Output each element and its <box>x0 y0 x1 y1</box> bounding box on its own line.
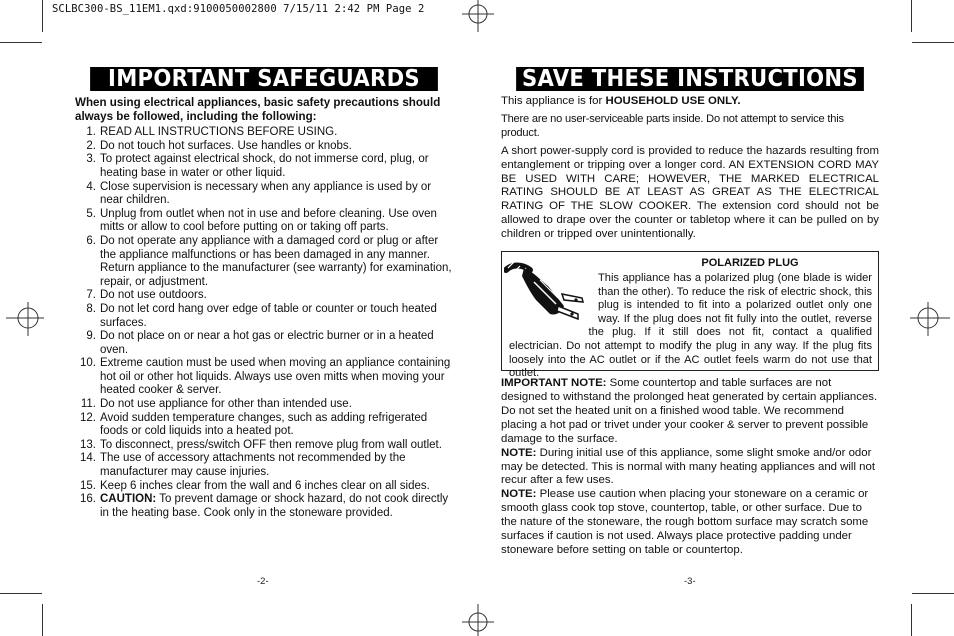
safeguard-text <box>100 493 453 520</box>
safeguard-text: Close supervision is necessary when any appliance is used by or near children. <box>100 180 432 207</box>
safeguard-item <box>75 303 453 330</box>
stoneware-note: NOTE: Please use caution when placing your stoneware on a ceramic or smooth glass cook top stove, countertop, table, or other surface. Due to the nature of the stoneware, the rough bottom surface may scratch some surfaces if caution is not used. Always place protective padding under stoneware before setting on table or countertop. <box>501 488 869 556</box>
safeguard-text: Extreme caution must be used when moving an appliance containing hot oil or other hot liquids. Always use oven mitts when moving your heated cooker & server. <box>100 357 451 397</box>
polarized-plug-text: This appliance has a polarized plug (one blade is wider than the other). To reduce the risk of electric shock, this plug is intended to fit into a polarized outlet only one way. If the plug does not fit fully into the outlet, reverse the plug. If it still does not fit, contact a qualified electrician. Do not attempt to modify the plug in any way. If the plug fits loosely into the AC outlet or if the AC outlet feels warm do not use that outlet. <box>509 272 872 380</box>
safeguard-number: 14. <box>80 452 96 465</box>
safeguard-number: 3. <box>86 153 96 166</box>
safeguard-text: Do not use outdoors. <box>100 289 207 302</box>
page-number-left: -2- <box>257 576 269 587</box>
safeguard-number: 2. <box>86 139 96 152</box>
safeguard-number: 16. <box>80 493 96 506</box>
safeguard-text: Unplug from outlet when not in use and before cleaning. Use oven mitts or allow to cool before putting on or taking off parts. <box>100 207 437 234</box>
safeguard-number: 8. <box>86 302 96 315</box>
household-use-line: This appliance is for HOUSEHOLD USE ONLY. <box>501 95 741 107</box>
registration-crosshair-icon <box>4 300 44 340</box>
safeguard-text: To protect against electrical shock, do not immerse cord, plug, or heating base in water or other liquid. <box>100 153 429 179</box>
registration-crosshair-icon <box>462 0 494 32</box>
polarized-plug-box <box>501 251 879 380</box>
safeguard-item <box>75 480 453 494</box>
safeguard-item <box>75 153 453 180</box>
safeguard-number: 1. <box>86 126 96 139</box>
safeguard-number: 5. <box>86 207 96 220</box>
safeguard-item <box>75 208 453 235</box>
caution-label: CAUTION: <box>100 493 157 506</box>
safeguard-number: 9. <box>86 330 96 343</box>
safeguards-intro: When using electrical appliances, basic safety precautions should always be followed, including the following: <box>75 96 441 123</box>
smoke-note: NOTE: During initial use of this appliance, some slight smoke and/or odor may be detected. This is normal with many heating appliances and will not recur after a few uses. <box>501 446 875 487</box>
safeguards-list <box>75 126 453 520</box>
instructions-banner: SAVE THESE INSTRUCTIONS <box>516 67 864 91</box>
safeguard-item <box>75 181 453 208</box>
safeguard-text: Do not place on or near a hot gas or electric burner or in a heated oven. <box>100 330 434 356</box>
safeguard-text: The use of accessory attachments not recommended by the manufacturer may cause injuries. <box>100 452 406 479</box>
safeguards-column <box>75 67 453 520</box>
page-number-right: -3- <box>684 576 696 587</box>
safeguard-text: READ ALL INSTRUCTIONS BEFORE USING. <box>100 126 338 139</box>
safeguard-text: Avoid sudden temperature changes, such as adding refrigerated foods or cold liquids into a heated pot. <box>100 411 428 438</box>
safeguard-text: Keep 6 inches clear from the wall and 6 inches clear on all sides. <box>100 479 430 492</box>
safeguard-number: 10. <box>80 357 96 370</box>
safeguard-item <box>75 439 453 453</box>
safeguards-banner: IMPORTANT SAFEGUARDS <box>90 67 438 91</box>
safeguard-item <box>75 398 453 412</box>
no-service-line: There are no user-serviceable parts inside. Do not attempt to service this product. <box>501 112 844 139</box>
registration-crosshair-icon <box>910 300 950 340</box>
registration-crosshair-icon <box>462 604 494 636</box>
safeguard-item <box>75 235 453 289</box>
safeguard-item <box>75 289 453 303</box>
safeguard-number: 7. <box>86 289 96 302</box>
safeguard-number: 6. <box>86 234 96 247</box>
safeguard-text: Do not operate any appliance with a damaged cord or plug or after the appliance malfunctions or has been damaged in any manner. Return appliance to the manufacturer (see warranty) for examination, repair, or adjustment. <box>100 234 452 288</box>
instructions-column <box>501 67 879 558</box>
safeguard-item <box>75 493 453 520</box>
safeguard-item <box>75 452 453 479</box>
important-note: IMPORTANT NOTE: Some countertop and table surfaces are not designed to withstand the prolonged heat generated by certain appliances. Do not set the heated unit on a finished wood table. We recommend placing a hot pad or trivet under your cooker & server to prevent possible damage to the surface. <box>501 377 878 445</box>
safeguard-item <box>75 330 453 357</box>
safeguard-text: Do not use appliance for other than intended use. <box>100 398 352 411</box>
safeguard-item <box>75 140 453 154</box>
safeguard-item <box>75 412 453 439</box>
safeguard-text: Do not touch hot surfaces. Use handles or knobs. <box>100 139 352 152</box>
safeguard-number: 11. <box>80 398 96 411</box>
safeguard-item <box>75 126 453 140</box>
safeguard-item <box>75 357 453 398</box>
polarized-plug-title: POLARIZED PLUG <box>701 257 799 270</box>
safeguard-number: 12. <box>80 411 96 424</box>
caution-text: To prevent damage or shock hazard, do not cook directly in the heating base. Cook only in the stoneware provided. <box>100 493 449 519</box>
safeguard-number: 4. <box>86 180 96 193</box>
safeguard-number: 13. <box>80 438 96 451</box>
slug-line: SCLBC300-BS_11EM1.qxd:9100050002800 7/15/11 2:42 PM Page 2 <box>52 3 425 15</box>
cord-paragraph: A short power-supply cord is provided to reduce the hazards resulting from entanglement or tripping over a longer cord. AN EXTENSION CORD MAY BE USED WITH CARE; HOWEVER, THE MARKED ELECTRICAL RATING SHOULD BE AT LEAST AS GREAT AS THE ELECTRICAL RATING OF THE SLOW COOKER. The extension cord should not be allowed to drape over the counter or tabletop where it can be pulled on by children or tripped over unintentionally. <box>501 144 879 241</box>
safeguard-number: 15. <box>80 479 96 492</box>
safeguard-text: Do not let cord hang over edge of table or counter or touch heated surfaces. <box>100 302 437 329</box>
safeguard-text: To disconnect, press/switch OFF then remove plug from wall outlet. <box>100 438 442 451</box>
